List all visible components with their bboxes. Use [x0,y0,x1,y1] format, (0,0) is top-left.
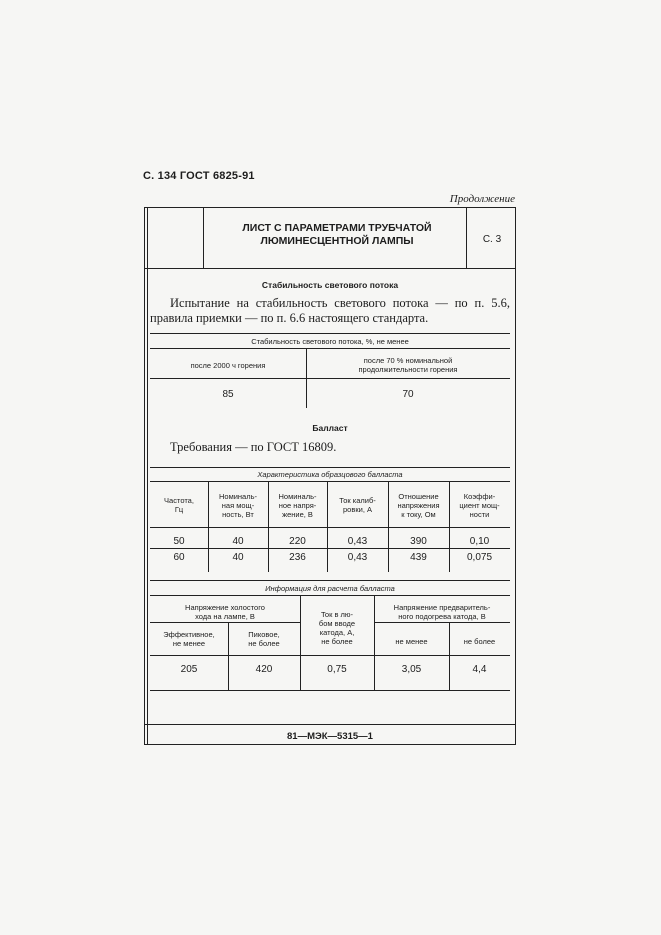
ballast-head-ratio-l2: напряжения [397,501,440,510]
title-bottom-line [144,268,516,269]
info-sub-peak [228,630,300,648]
ballast-head-current-l2: ровки, А [343,505,372,514]
ballast-cell: 236 [289,552,306,563]
stab-col2-line2: продолжительности горения [358,365,458,374]
title-divider-left [203,207,204,269]
info-cell: 4,4 [472,664,487,675]
ballast-head-frequency [150,496,208,514]
page-header-right: Продолжение [449,193,515,205]
stab-col2-line1: после 70 % номинальной [363,356,453,365]
info-table-title: Информация для расчета балласта [265,584,395,593]
ballast-head-power [208,492,268,519]
info-sub-effective-l1: Эффективное, [163,630,215,639]
ballast-cell: 0,43 [347,536,368,547]
info-table-bottom [150,690,510,691]
ballast-cell: 40 [232,552,244,563]
ballast-head-bottom [150,527,510,528]
ballast-cell: 0,10 [469,536,490,547]
ballast-head-voltage-l3: жение, В [282,510,313,519]
info-current-head-l4: не более [321,637,353,646]
ballast-head-voltage [268,492,327,519]
ballast-head-power-l3: ность, Вт [222,510,254,519]
stab-table-line [150,348,510,349]
ballast-table-title: Характеристика образцового балласта [257,470,403,479]
info-group-preheat-l2: ного подогрева катода, В [398,612,486,621]
ballast-head-frequency-l2: Гц [174,505,184,514]
ballast-head-power-l1: Номиналь- [218,492,258,501]
sheet-title-line2: ЛЮМИНЕСЦЕНТНОЙ ЛАМПЫ [260,235,414,247]
sheet-title-line1: ЛИСТ С ПАРАМЕТРАМИ ТРУБЧАТОЙ [242,222,432,234]
ballast-table-line [150,481,510,482]
info-sub-peak-l1: Пиковое, [248,630,280,639]
info-div-sub2 [449,622,450,690]
ballast-head-frequency-l1: Частота, [164,496,194,505]
ballast-head-current-l1: Ток калиб- [339,496,376,505]
ballast-head-ratio [388,492,449,519]
info-sub-line-right [374,622,510,623]
info-sub-max: не более [463,637,496,646]
ballast-cell: 0,43 [347,552,368,563]
info-current-head [300,610,374,646]
info-sub-effective [150,630,228,648]
ballast-head-power-l2: ная мощ- [221,501,255,510]
stab-table-top [150,333,510,334]
info-head-bottom [150,655,510,656]
info-sub-effective-l2: не менее [172,639,206,648]
info-table-top [150,580,510,581]
sheet-footer-code: 81—МЭК—5315—1 [287,731,373,742]
ballast-cell: 60 [173,552,185,563]
ballast-head-ratio-l1: Отношение [398,492,439,501]
info-cell: 420 [255,664,273,675]
info-current-head-l1: Ток в лю- [320,610,354,619]
info-group-idle-voltage-l2: хода на лампе, В [195,612,255,621]
ballast-table-top [150,467,510,468]
info-group-idle-voltage-l1: Напряжение холостого [185,603,265,612]
info-group-preheat [374,603,510,621]
info-sub-min: не менее [395,637,428,646]
info-current-head-l3: катода, А, [319,628,355,637]
stab-table-title: Стабильность светового потока, %, не менее [251,337,409,346]
stab-table-line2 [150,378,510,379]
info-cell: 3,05 [401,664,422,675]
stab-val2: 70 [402,389,414,400]
ballast-head-pf [449,492,510,519]
ballast-head-ratio-l3: к току, Ом [401,510,436,519]
ballast-row-line [150,548,510,549]
info-group-preheat-l1: Напряжение предваритель- [393,603,491,612]
ballast-head-pf-l2: циент мощ- [459,501,500,510]
ballast-head-pf-l3: ности [469,510,490,519]
stability-title: Стабильность светового потока [261,280,399,290]
stab-val1: 85 [222,389,234,400]
info-cell: 0,75 [327,664,347,675]
ballast-head-pf-l1: Коэффи- [463,492,496,501]
info-current-head-l2: бом вводе [318,619,356,628]
ballast-cell: 390 [410,536,427,547]
info-sub-peak-l2: не более [248,639,280,648]
ballast-head-voltage-l2: ное напря- [278,501,317,510]
info-group-idle-voltage [150,603,300,621]
info-sub-line-left [150,622,300,623]
info-table-line [150,595,510,596]
ballast-title: Балласт [312,423,348,433]
ballast-head-voltage-l1: Номиналь- [278,492,317,501]
stability-text: Испытание на стабильность светового потока — по п. 5.6, правила приемки — по п. 6.6 настоящего стандарта. [150,296,510,325]
ballast-cell: 40 [232,536,244,547]
ballast-head-current [327,496,388,514]
info-cell: 205 [180,664,198,675]
sheet-page-number: С. 3 [482,234,502,245]
stab-col2 [306,356,510,374]
ballast-cell: 220 [289,536,306,547]
ballast-cell: 0,075 [466,552,493,563]
stab-col1: после 2000 ч горения [190,361,266,370]
ballast-cell: 50 [173,536,185,547]
ballast-cell: 439 [410,552,427,563]
footer-line [144,724,516,725]
page-header-left: С. 134 ГОСТ 6825-91 [143,170,255,182]
sheet-title [206,222,468,248]
ballast-text: Требования — по ГОСТ 16809. [170,440,337,454]
